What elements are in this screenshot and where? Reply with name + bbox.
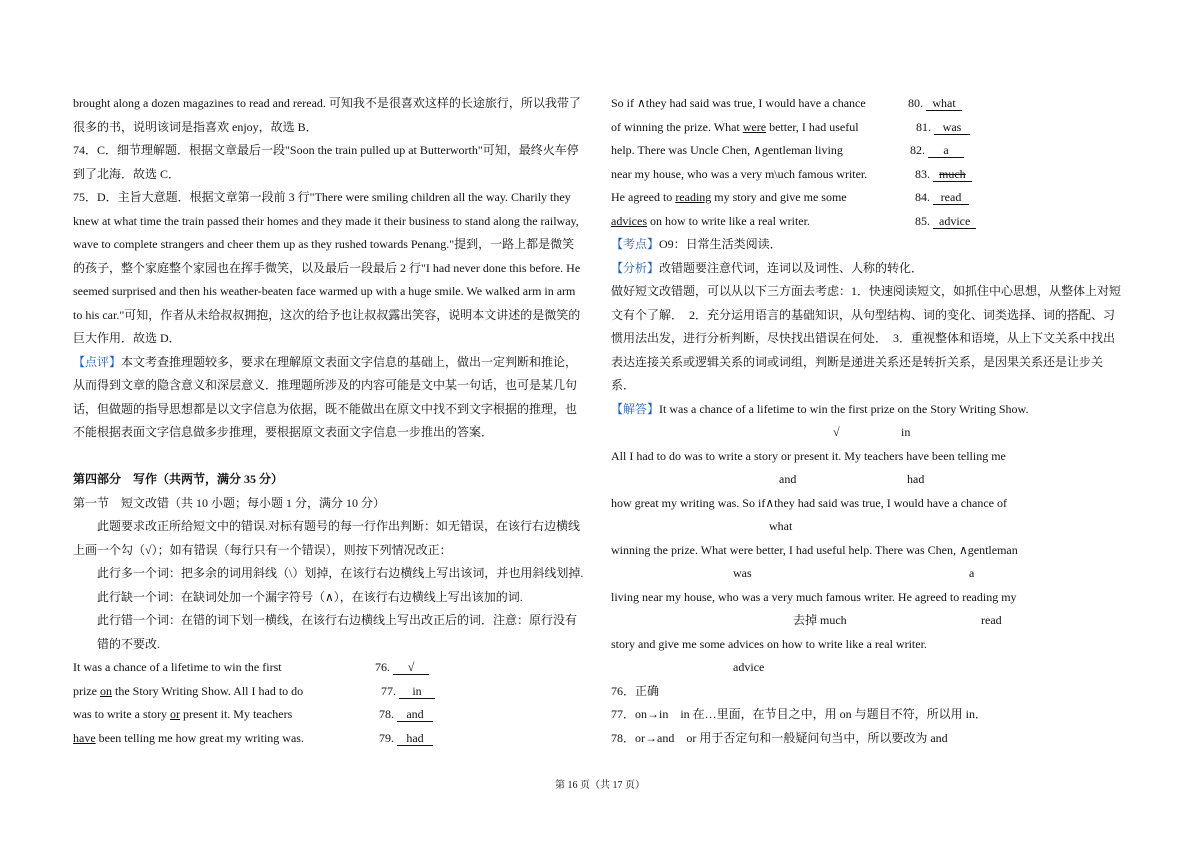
correction-line: what xyxy=(769,519,793,533)
jieda-line: winning the prize. What were better, I had useful help. There was Chen, ∧gentleman xyxy=(611,542,1018,557)
exercise-row: prize on the Story Writing Show. All I had to do 77. in xyxy=(73,680,593,704)
analysis-line: 系． xyxy=(611,378,636,392)
answer-slot: 78. and xyxy=(379,703,433,727)
jieda-line: how great my writing was. So if∧they had said was true, I would have a chance of xyxy=(611,495,1008,510)
answer-blank: advice xyxy=(933,214,976,229)
instruction-line: 上画一个勾（√）；如有错误（每行只有一个错误），则按下列情况改正： xyxy=(73,542,452,557)
jieda-tag: 【解答】 xyxy=(611,401,660,416)
correction-line: advice xyxy=(733,660,765,674)
error-word: reading xyxy=(675,190,712,204)
instruction-line: 此行错一个词：在错的词下划一横线，在该行右边横线上写出改正后的词．注意：原行没有 xyxy=(97,613,578,627)
answer-blank: a xyxy=(928,143,964,158)
correction-line: was a xyxy=(733,566,975,580)
comment-tag: 【点评】 xyxy=(73,354,122,369)
exercise-row: He agreed to reading my story and give me some 84. read xyxy=(611,186,1131,210)
error-word: or xyxy=(169,707,180,721)
exercise-row: was to write a story or present it. My teachers 78. and xyxy=(73,703,593,727)
text-line: 75．D．主旨大意题．根据文章第一段前 3 行"There were smiling children all the way. Charily they xyxy=(73,190,571,204)
jieda-line: story and give me some advices on how to write like a real writer. xyxy=(611,636,927,651)
exercise-row: help. There was Uncle Chen, ∧gentleman living 82. a xyxy=(611,139,1131,163)
error-word: have xyxy=(73,730,96,745)
instruction-line: 此行缺一个词：在缺词处加一个漏字符号（∧），在该行右边横线上写出该加的词. xyxy=(97,589,523,604)
exercise-row: near my house, who was a very m\uch famous writer. 83. much xyxy=(611,163,1131,187)
answer-blank: √ xyxy=(393,660,429,675)
text-line: 74．C．细节理解题．根据文章最后一段"Soon the train pulled up at Butterworth"可知，最终火车停 xyxy=(73,143,579,157)
answer-slot: 85. advice xyxy=(915,210,976,234)
correction-line: and had xyxy=(779,472,925,486)
page-footer: 第 16 页（共 17 页） xyxy=(555,780,645,791)
text-line: 很多的书，说明该词是指喜欢 enjoy，故选 B． xyxy=(73,119,318,134)
answer-blank: in xyxy=(399,684,435,699)
correction-line: 去掉 much read xyxy=(793,613,1002,627)
comment-text: 本文考查推理题较多，要求在理解原文表面文字信息的基础上，做出一定判断和推论， xyxy=(121,354,578,369)
instruction-line: 此题要求改正所给短文中的错误.对标有题号的每一行作出判断：如无错误，在该行右边横线 xyxy=(97,519,581,533)
answer-slot: 80. what xyxy=(908,92,962,116)
instruction-line: 错的不要改. xyxy=(97,636,161,651)
answer-blank: much xyxy=(933,167,972,182)
exercise-row: have been telling me how great my writing was. 79. had xyxy=(73,727,593,751)
answer-slot: 81. was xyxy=(916,116,970,140)
text-line: to his car."可知，作者从未给叔叔拥抱，这次的给予也让叔叔露出笑容，说明本文讲述的是微笑的 xyxy=(73,307,581,322)
left-column xyxy=(73,92,593,750)
jieda-line: living near my house, who was a very much famous writer. He agreed to reading my xyxy=(611,589,1017,604)
subsection-title: 第一节 短文改错（共 10 小题；每小题 1 分，满分 10 分） xyxy=(73,495,386,510)
text-line: 巨大作用．故选 D． xyxy=(73,331,181,345)
answer-blank: and xyxy=(397,707,433,722)
answer-item: 78．or→and or 用于否定句和一般疑问句当中，所以要改为 and xyxy=(611,730,948,745)
comment-line: 话，但做题的指导思想都是以文字信息为依据，既不能做出在原文中找不到文字根据的推理，也 xyxy=(73,401,578,416)
answer-blank: was xyxy=(934,120,970,135)
answer-blank: read xyxy=(933,190,969,205)
right-column xyxy=(611,92,1131,750)
correction-line: √ in xyxy=(833,425,911,439)
answer-item: 77．on→in in 在…里面，在节目之中，用 on 与题目不符，所以用 in． xyxy=(611,707,988,721)
text-line: 的孩子，整个家庭整个家园也在挥手微笑，以及最后一段最后 2 行"I had never done this before. He xyxy=(73,260,581,275)
answer-slot: 79. had xyxy=(379,727,433,751)
error-word: were xyxy=(742,119,767,134)
comment-line: 不能根据表面文字信息做多步推理，要根据原文表面文字信息一步推出的答案． xyxy=(73,425,494,439)
instruction-line: 此行多一个词：把多余的词用斜线（\）划掉，在该行右边横线上写出该词，并也用斜线划掉. xyxy=(97,566,584,580)
jieda-line: All I had to do was to write a story or present it. My teachers have been telling me xyxy=(611,448,1006,463)
fenxi-line: 【分析】改错题要注意代词，连词以及词性、人称的转化． xyxy=(611,260,924,275)
error-word: advices xyxy=(611,213,647,228)
answer-slot: 76. √ xyxy=(375,656,429,680)
text-line: 到了北海．故选 C． xyxy=(73,166,181,181)
analysis-line: 惯用法出发，进行分析判断，尽快找出错误在何处． 3．重视整体和语境，从上下文关系中找出 xyxy=(611,331,1116,345)
text-line: wave to complete strangers and cheer them up as they rushed towards Penang."提到，一路上都是微笑 xyxy=(73,237,575,251)
section-title: 第四部分 写作（共两节，满分 35 分） xyxy=(73,472,284,486)
kaodian-line: 【考点】O9：日常生活类阅读． xyxy=(611,237,782,251)
answer-slot: 82. a xyxy=(910,139,964,163)
analysis-line: 表达连接关系或逻辑关系的词或词组，判断是递进关系还是转折关系，是因果关系还是让步关 xyxy=(611,354,1104,369)
answer-blank: what xyxy=(926,96,962,111)
exercise-row: of winning the prize. What were better, I had useful 81. was xyxy=(611,116,1131,140)
analysis-line: 文有个了解． 2．充分运用语言的基础知识，从句型结构、词的变化、词类选择、词的搭配、习 xyxy=(611,307,1116,322)
analysis-line: 做好短文改错题，可以从以下三方面去考虑：1．快速阅读短文，如抓住中心思想，从整体上对短 xyxy=(611,284,1122,298)
answer-slot: 84. read xyxy=(915,186,969,210)
answer-slot: 77. in xyxy=(381,680,435,704)
exercise-row: advices on how to write like a real writer. 85. advice xyxy=(611,210,1131,234)
error-word: on xyxy=(99,683,112,698)
exercise-row: It was a chance of a lifetime to win the first 76. √ xyxy=(73,656,593,680)
answer-item: 76．正确 xyxy=(611,683,660,698)
text-line: knew at what time the train passed their homes and they made it their business to stand along the railway, xyxy=(73,213,579,228)
answer-slot: 83. much xyxy=(915,163,972,187)
comment-line: 从而得到文章的隐含意义和深层意义．推理题所涉及的内容可能是文中某一句话，也可是某几句 xyxy=(73,378,578,392)
fenxi-tag: 【分析】 xyxy=(611,260,660,275)
comment-line xyxy=(73,351,593,375)
text-line: seemed surprised and then his weather-beaten face warmed up with a huge smile. We walked arm in arm xyxy=(73,284,576,298)
jieda-line: 【解答】It was a chance of a lifetime to win the first prize on the Story Writing Show. xyxy=(611,401,1029,416)
exercise-row: So if ∧they had said was true, I would have a chance 80. what xyxy=(611,92,1131,116)
text-line: brought along a dozen magazines to read and reread. 可知我不是很喜欢这样的长途旅行，所以我带了 xyxy=(73,96,581,110)
kaodian-tag: 【考点】 xyxy=(611,237,660,251)
answer-blank: had xyxy=(397,731,433,746)
